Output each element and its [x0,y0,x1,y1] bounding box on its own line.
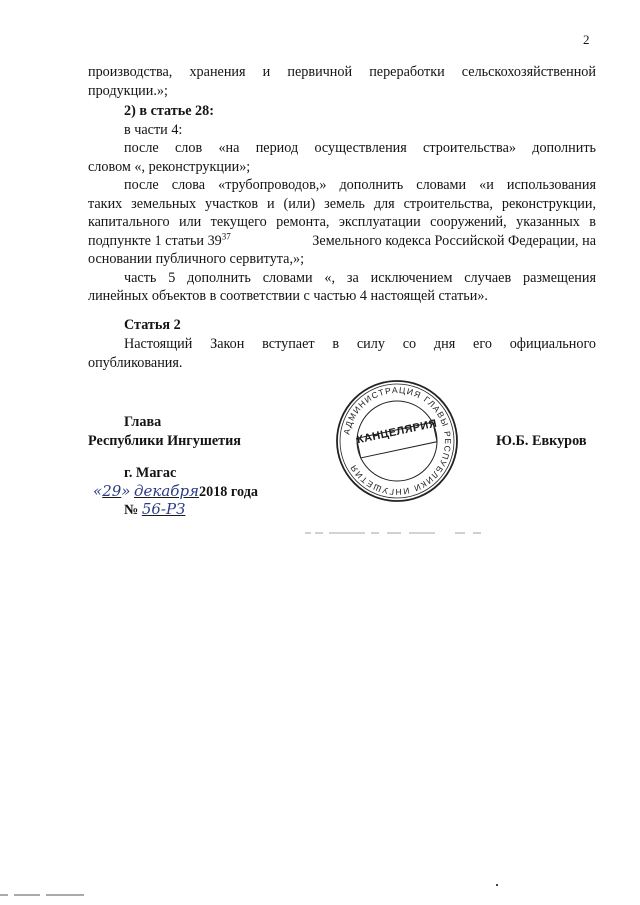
text-line: после слова «трубопроводов,» дополнить словами «и использования [124,177,596,193]
official-stamp [334,378,460,504]
text-fragment [88,233,231,250]
stamp-ring-text: АДМИНИСТРАЦИЯ ГЛАВЫ РЕСПУБЛИКИ ИНГУШЕТИЯ [341,384,454,498]
text-line: после слов «на период осуществления строительства» дополнить [124,140,596,156]
scan-dashes [305,530,485,536]
page-number: 2 [583,32,590,47]
law-number [124,500,185,519]
stamp-center-text: КАНЦЕЛЯРИЯ [355,417,439,447]
signatory-name: Ю.Б. Евкуров [496,433,587,449]
text-line: основании публичного сервитута,»; [88,251,305,267]
signatory-title: Глава [124,414,162,430]
text-line: часть 5 дополнить словами «, за исключением случаев размещения [124,270,596,286]
article-heading: Статья 2 [124,317,181,333]
text-fragment: подпункте 1 статьи 39 [88,233,222,249]
text-line: продукции.»; [88,83,168,99]
date-day: 29 [102,482,122,500]
date-month: декабря [134,482,199,500]
text-fragment: Земельного кодекса Российской Федерации, на [312,233,596,249]
text-line: в части 4: [124,122,183,138]
date-quote: « [93,482,103,500]
signing-place: г. Магас [124,465,177,481]
list-item-heading: 2) в статье 28: [124,103,214,119]
scan-dot [496,884,498,886]
scan-edge-mark [0,893,90,897]
signing-date [93,482,258,501]
signatory-title: Республики Ингушетия [88,433,241,449]
text-line: капитального или текущего ремонта, эксплуатации сооружений, указанных в [88,214,596,230]
text-line: линейных объектов в соответствии с частью 4 настоящей статьи». [88,288,488,304]
text-line: Настоящий Закон вступает в силу со дня его официального [124,336,596,352]
text-line: словом «, реконструкции»; [88,159,251,175]
date-quote: » [121,482,131,500]
text-line: таких земельных участков и (или) земель для строительства, реконструкции, [88,196,596,212]
date-year: 2018 года [199,484,258,500]
superscript: 37 [221,231,231,242]
text-line: опубликования. [88,355,183,371]
text-line [88,233,596,250]
number-value: 56-РЗ [141,500,186,518]
text-line: производства, хранения и первичной переработки сельскохозяйственной [88,64,596,80]
number-label: № [124,502,139,518]
